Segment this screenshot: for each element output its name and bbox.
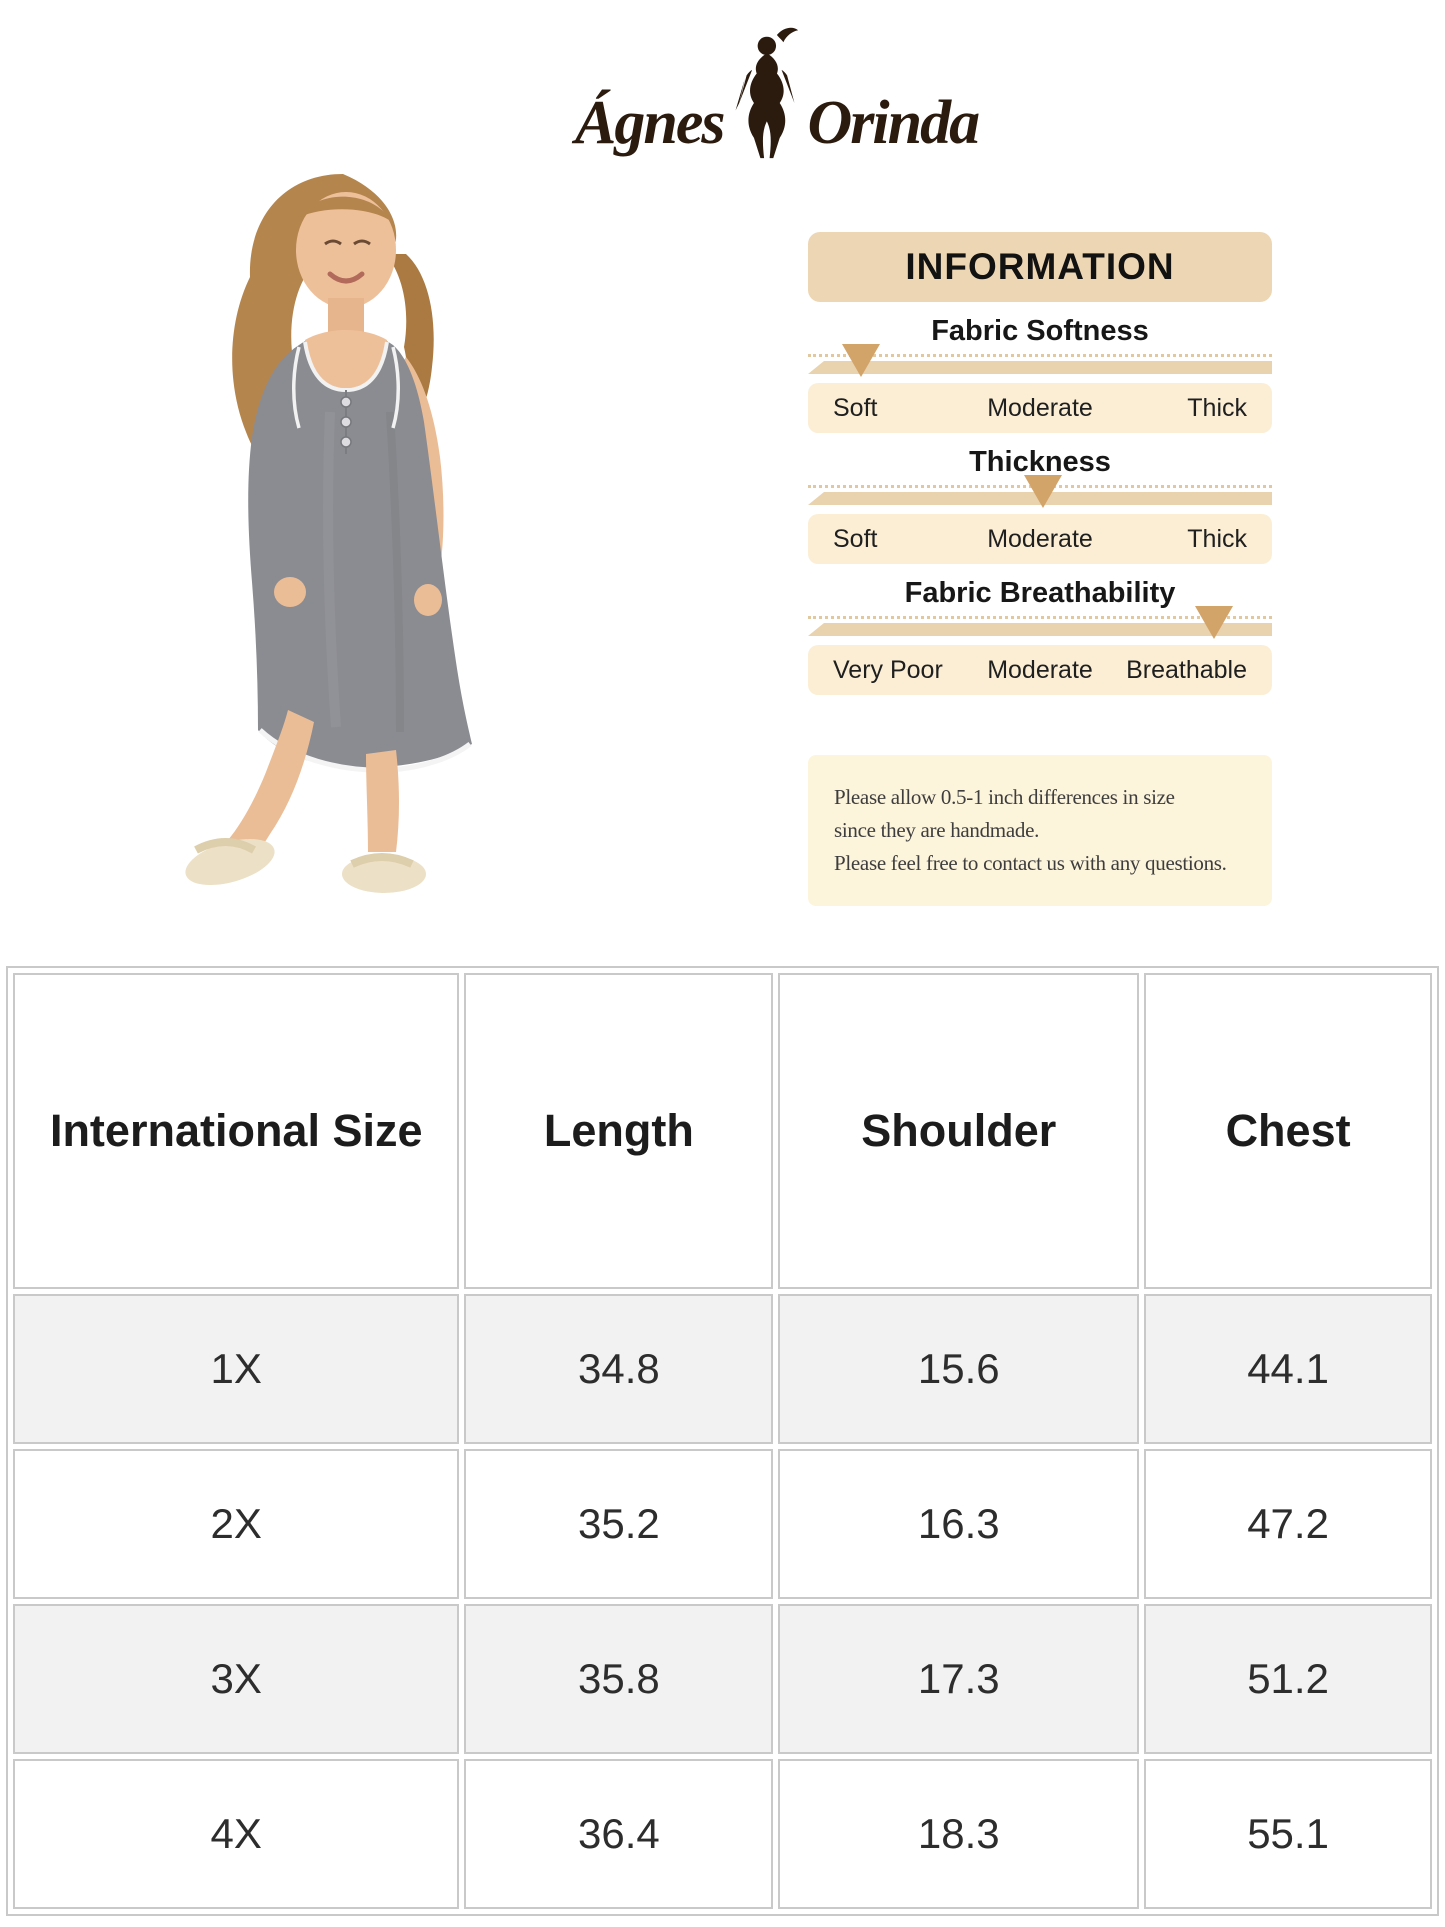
slider-pointer-icon — [1195, 606, 1233, 639]
measurement-cell: 47.2 — [1144, 1449, 1432, 1599]
measurement-cell: 15.6 — [778, 1294, 1139, 1444]
metric-fabric-softness — [808, 314, 1272, 433]
slider-track-row — [808, 361, 1272, 374]
metric-title: Fabric Softness — [931, 315, 1149, 347]
slider-label-low: Very Poor — [833, 655, 943, 684]
metric-title: Fabric Breathability — [904, 577, 1176, 609]
measurement-cell: 35.2 — [464, 1449, 773, 1599]
slider-track-row — [808, 623, 1272, 636]
brand-name-left: Ágnes — [575, 89, 724, 157]
size-table-header-cell: Length — [464, 973, 773, 1289]
size-table-row-2X — [13, 1449, 1432, 1599]
note-box — [808, 755, 1272, 906]
measurement-cell: 55.1 — [1144, 1759, 1432, 1909]
size-table — [6, 966, 1439, 1916]
measurement-cell: 18.3 — [778, 1759, 1139, 1909]
measurement-cell: 51.2 — [1144, 1604, 1432, 1754]
product-photo — [100, 162, 590, 904]
metric-fabric-breathability — [808, 576, 1272, 695]
slider-label-mid: Moderate — [987, 655, 1093, 684]
slider-labels-bar — [808, 383, 1272, 433]
size-table-row-3X — [13, 1604, 1432, 1754]
measurement-cell: 35.8 — [464, 1604, 773, 1754]
slider-label-high: Thick — [1187, 524, 1247, 553]
slider-label-low: Soft — [833, 524, 878, 553]
slider-label-high: Breathable — [1126, 655, 1247, 684]
measurement-cell: 16.3 — [778, 1449, 1139, 1599]
note-line: Please feel free to contact us with any questions. — [834, 851, 1227, 875]
info-header: INFORMATION — [808, 232, 1272, 302]
size-table-header-row — [13, 973, 1432, 1289]
slider-pointer-icon — [1024, 475, 1062, 508]
slider-label-mid: Moderate — [987, 393, 1093, 422]
size-table-header-cell: Chest — [1144, 973, 1432, 1289]
slider-label-mid: Moderate — [987, 524, 1093, 553]
metric-thickness — [808, 445, 1272, 564]
slider-label-high: Thick — [1187, 393, 1247, 422]
measurement-cell: 17.3 — [778, 1604, 1139, 1754]
slider-pointer-icon — [842, 344, 880, 377]
slider-label-low: Soft — [833, 393, 878, 422]
slider-labels-bar — [808, 514, 1272, 564]
woman-silhouette-icon — [719, 20, 811, 162]
size-table-row-4X — [13, 1759, 1432, 1909]
metrics-list — [808, 314, 1272, 695]
size-table-row-1X — [13, 1294, 1432, 1444]
size-cell: 4X — [13, 1759, 459, 1909]
measurement-cell: 36.4 — [464, 1759, 773, 1909]
slider-track-row — [808, 492, 1272, 505]
note-line: since they are handmade. — [834, 818, 1040, 842]
note-line: Please allow 0.5-1 inch differences in size — [834, 785, 1175, 809]
model-illustration — [100, 162, 590, 902]
info-panel — [808, 232, 1272, 906]
measurement-cell: 34.8 — [464, 1294, 773, 1444]
measurement-cell: 44.1 — [1144, 1294, 1432, 1444]
brand-name-right: Orinda — [807, 89, 979, 157]
size-cell: 2X — [13, 1449, 459, 1599]
size-cell: 1X — [13, 1294, 459, 1444]
metric-title: Thickness — [969, 446, 1111, 478]
size-table-header-cell: Shoulder — [778, 973, 1139, 1289]
slider-labels-bar — [808, 645, 1272, 695]
size-table-header-cell: International Size — [13, 973, 459, 1289]
brand-logo — [575, 12, 978, 162]
size-cell: 3X — [13, 1604, 459, 1754]
